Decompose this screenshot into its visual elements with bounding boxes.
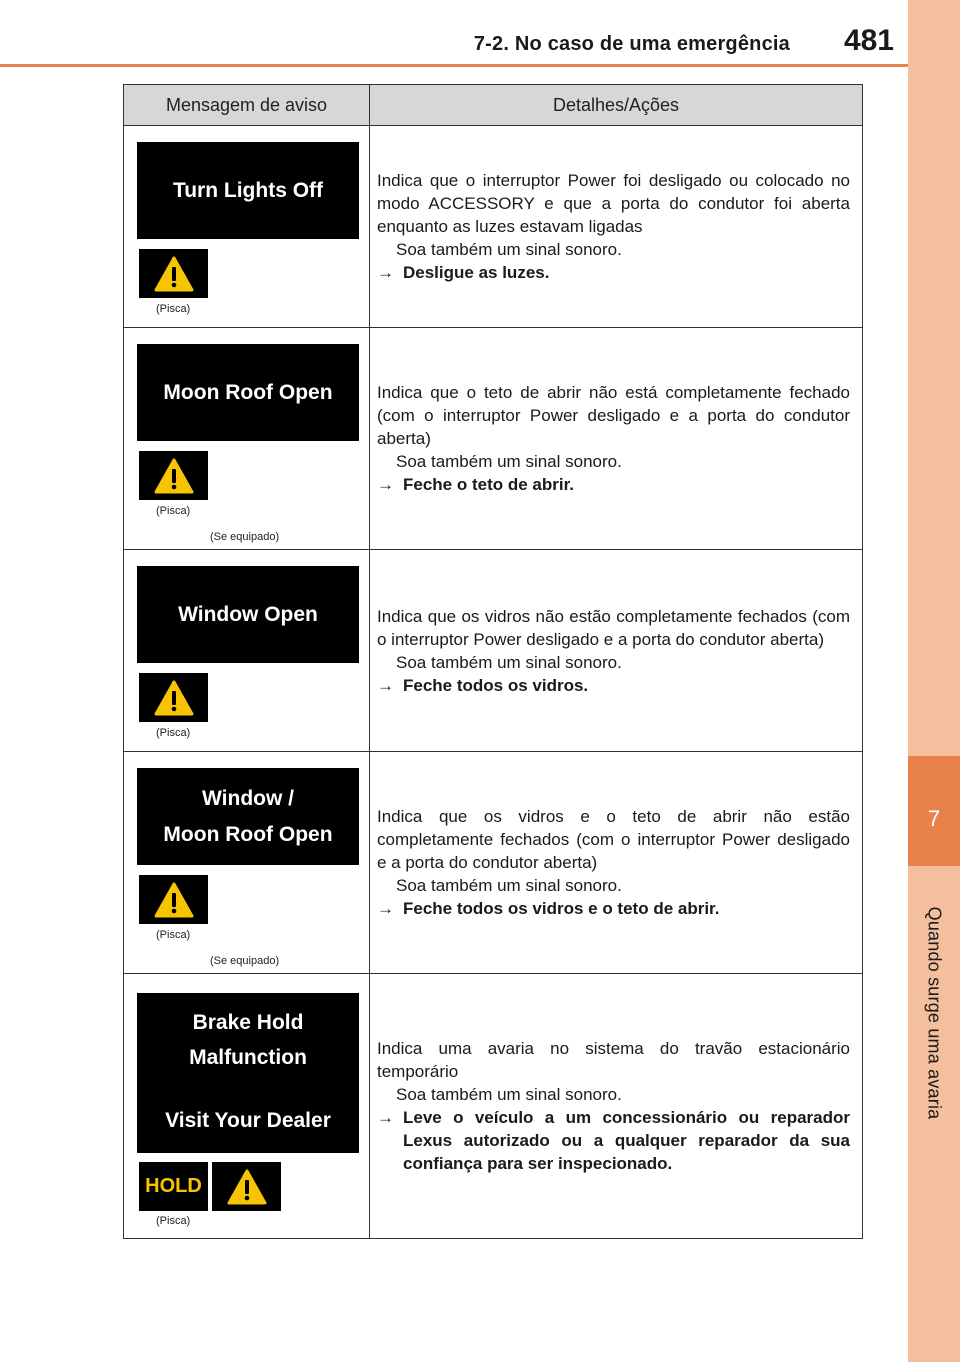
description: Indica uma avaria no sistema do travão estacionário temporário (377, 1039, 850, 1081)
sound-note: Soa também um sinal sonoro. (396, 240, 622, 259)
display-text: Visit Your Dealer (165, 1109, 331, 1132)
table-row (124, 752, 862, 974)
display-text: Moon Roof Open (163, 380, 333, 404)
details-cell (370, 974, 862, 1238)
action (377, 1106, 850, 1175)
arrow-right-icon: → (377, 1108, 394, 1127)
chapter-number: 7 (927, 806, 941, 831)
warning-triangle-icon (139, 249, 208, 298)
details-cell (370, 752, 862, 973)
column-header-details: Detalhes/Ações (552, 94, 680, 115)
sound-note: Soa também um sinal sonoro. (396, 1085, 622, 1104)
message-cell (124, 974, 370, 1238)
icon-caption: (Pisca) (156, 929, 191, 941)
action-text: Feche todos os vidros. (403, 675, 589, 695)
action (377, 674, 850, 697)
chapter-tab (908, 756, 960, 866)
side-tab (908, 0, 960, 1362)
warning-triangle-icon (212, 1162, 281, 1211)
icon-caption: (Pisca) (156, 727, 191, 739)
table-row (124, 550, 862, 752)
action-text: Feche todos os vidros e o teto de abrir. (403, 899, 720, 918)
details-cell (370, 550, 862, 751)
action-text: Feche o teto de abrir. (403, 475, 574, 494)
table-row (124, 328, 862, 550)
section-title: 7-2. No caso de uma emergência (473, 33, 790, 55)
message-cell (124, 328, 370, 549)
equipped-note: (Se equipado) (210, 531, 280, 543)
warning-triangle-icon (139, 673, 208, 722)
display-screen (137, 344, 359, 441)
display-text: Moon Roof Open (163, 822, 333, 846)
message-cell (124, 752, 370, 973)
display-text: Window Open (178, 602, 318, 626)
description: Indica que os vidros e o teto de abrir não estão completamente fechados (com o interruptor Power desligado e a porta do condutor aberta) (377, 807, 850, 872)
sound-note: Soa também um sinal sonoro. (396, 452, 622, 471)
column-header-message: Mensagem de aviso (124, 85, 370, 125)
arrow-right-icon: → (377, 263, 394, 282)
arrow-right-icon: → (377, 475, 394, 494)
display-screen (137, 768, 359, 865)
sound-note: Soa também um sinal sonoro. (396, 876, 622, 895)
description: Indica que o interruptor Power foi desligado ou colocado no modo ACCESSORY e que a porta do condutor foi aberta enquanto as luzes estavam ligadas (377, 171, 850, 236)
display-screen (137, 142, 359, 239)
page-number: 481 (843, 24, 894, 57)
arrow-right-icon: → (377, 675, 394, 695)
display-screen (137, 566, 359, 663)
icon-caption: (Pisca) (156, 303, 191, 315)
warning-triangle-icon (139, 451, 208, 500)
table-header (124, 85, 862, 126)
icon-caption: (Pisca) (156, 1215, 191, 1227)
arrow-right-icon: → (377, 899, 394, 918)
brake-hold-icon: HOLD (139, 1162, 208, 1211)
page-header (0, 0, 908, 66)
display-text: Window / (202, 786, 294, 810)
action-text: Desligue as luzes. (403, 263, 550, 282)
display-text: Turn Lights Off (172, 178, 324, 202)
table-row (124, 974, 862, 1238)
action-text: Leve o veículo a um concessionário ou reparador Lexus autorizado ou a qualquer reparador da sua confiança para ser inspecionado. (403, 1108, 850, 1173)
icon-caption: (Pisca) (156, 505, 191, 517)
display-screen (137, 993, 359, 1153)
action (377, 473, 850, 496)
message-cell (124, 126, 370, 327)
message-cell (124, 550, 370, 751)
details-cell (370, 126, 862, 327)
chapter-title: Quando surge uma avaria (924, 906, 945, 1120)
action (377, 897, 850, 920)
display-text: Malfunction (189, 1046, 307, 1069)
header-rule (0, 64, 908, 67)
description: Indica que os vidros não estão completamente fechados (com o interruptor Power desligado e a porta do condutor aberta) (377, 606, 850, 649)
description: Indica que o teto de abrir não está completamente fechado (com o interruptor Power desligado e a porta do condutor aberta) (377, 383, 850, 448)
details-cell (370, 328, 862, 549)
table-row (124, 126, 862, 328)
warning-messages-table (123, 84, 863, 1239)
warning-triangle-icon (139, 875, 208, 924)
action (377, 261, 850, 284)
equipped-note: (Se equipado) (210, 955, 280, 967)
sound-note: Soa também um sinal sonoro. (396, 652, 622, 672)
display-text: Brake Hold (192, 1011, 304, 1034)
